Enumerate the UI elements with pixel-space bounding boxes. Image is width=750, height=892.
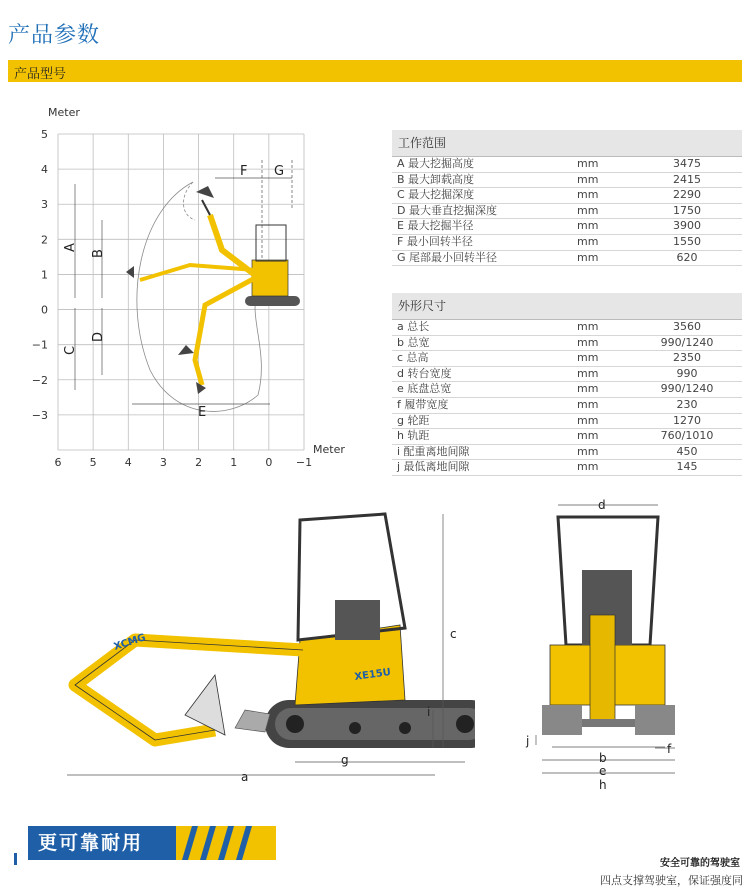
- x-tick-label: −1: [295, 456, 313, 469]
- y-tick-label: 3: [41, 198, 48, 212]
- work-range-label: D 最大垂直挖掘深度: [397, 203, 497, 217]
- working-range-chart: [30, 100, 360, 480]
- feature-text: 四点支撑驾驶室，保证强度同: [600, 874, 743, 887]
- dimension-unit: mm: [577, 351, 599, 365]
- work-range-row: [392, 188, 742, 204]
- dimension-label: e 底盘总宽: [397, 382, 452, 396]
- dimension-unit: mm: [577, 460, 599, 474]
- dimension-label: j 最低离地间隙: [397, 460, 470, 474]
- dimension-unit: mm: [577, 413, 599, 427]
- dimension-unit: mm: [577, 320, 599, 333]
- dimension-unit: mm: [577, 397, 599, 411]
- work-range-value: 2415: [673, 172, 701, 186]
- front-view-drawing: [520, 495, 685, 795]
- side-view-drawing: [55, 500, 475, 800]
- dimension-label: d 转台宽度: [397, 366, 452, 380]
- dim-label-b: B: [91, 249, 106, 258]
- dim-a: a: [241, 770, 249, 784]
- work-range-value: 620: [676, 250, 698, 264]
- work-range-unit: mm: [577, 203, 599, 217]
- work-range-title: 工作范围: [392, 130, 742, 157]
- model-bar-label: 产品型号: [14, 67, 67, 82]
- y-tick-label: −3: [31, 408, 48, 422]
- dimension-row: [392, 414, 742, 430]
- banner-stripes: [176, 826, 276, 860]
- side-view-logo: XCMG: [112, 632, 148, 653]
- dim-b: b: [599, 751, 607, 765]
- work-range-unit: mm: [577, 172, 599, 186]
- work-range-row: [392, 157, 742, 173]
- dimension-unit: mm: [577, 444, 599, 458]
- dimension-label: c 总高: [397, 351, 429, 365]
- work-range-value: 2290: [673, 188, 701, 202]
- work-range-row: [392, 251, 742, 267]
- feature-banner: 更可靠耐用: [28, 826, 186, 860]
- x-tick-label: 2: [195, 456, 203, 469]
- excavator-diagram: [126, 186, 300, 394]
- work-range-value: 1550: [673, 234, 701, 248]
- y-tick-label: 2: [41, 233, 48, 247]
- work-range-label: E 最大挖掘半径: [397, 219, 474, 233]
- work-range-label: B 最大卸载高度: [397, 172, 475, 186]
- dimension-label: g 轮距: [397, 413, 430, 427]
- dimension-row: [392, 367, 742, 383]
- side-view-excavator: [75, 514, 475, 748]
- dimension-value: 990: [676, 366, 698, 380]
- dimension-value: 3560: [673, 320, 701, 333]
- dim-label-c: C: [63, 345, 78, 355]
- dimension-label: b 总宽: [397, 335, 430, 349]
- bucket-arc: [183, 182, 195, 220]
- dimension-unit: mm: [577, 382, 599, 396]
- dimension-value: 2350: [673, 351, 701, 365]
- dim-i: i: [427, 705, 431, 719]
- page-title: 产品参数: [8, 23, 101, 48]
- x-tick-label: 6: [54, 456, 62, 469]
- work-range-row: [392, 235, 742, 251]
- work-range-value: 1750: [673, 203, 701, 217]
- work-range-unit: mm: [577, 234, 599, 248]
- dimension-label: i 配重离地间隙: [397, 444, 470, 458]
- side-view-model: XE15U: [353, 666, 392, 683]
- y-tick-label: 4: [41, 163, 48, 177]
- y-tick-label: −1: [31, 338, 48, 352]
- work-range-row: [392, 173, 742, 189]
- dimension-value: 230: [676, 397, 698, 411]
- x-unit-label: Meter: [313, 443, 345, 456]
- dimension-row: [392, 336, 742, 352]
- dim-g: g: [341, 753, 349, 767]
- dimension-row: [392, 429, 742, 445]
- work-range-label: A 最大挖掘高度: [397, 157, 475, 170]
- x-tick-label: 3: [159, 456, 167, 469]
- feature-title: 安全可靠的驾驶室: [660, 858, 740, 869]
- banner-mark: [14, 853, 17, 865]
- work-range-unit: mm: [577, 250, 599, 264]
- dimensions-table: [392, 293, 742, 476]
- work-range-label: F 最小回转半径: [397, 234, 473, 248]
- dimension-unit: mm: [577, 366, 599, 380]
- y-tick-label: 0: [41, 303, 48, 317]
- dimension-row: [392, 398, 742, 414]
- x-tick-label: 4: [124, 456, 132, 469]
- y-tick-label: 1: [41, 268, 48, 282]
- dimension-row: [392, 460, 742, 476]
- work-range-row: [392, 204, 742, 220]
- work-range-table: [392, 130, 742, 266]
- dim-label-d: D: [91, 331, 106, 342]
- dimension-label: f 履带宽度: [397, 397, 449, 411]
- model-bar: [8, 60, 742, 82]
- x-tick-label: 0: [265, 456, 273, 469]
- x-tick-label: 5: [89, 456, 97, 469]
- dim-c: c: [450, 627, 457, 641]
- work-range-unit: mm: [577, 157, 599, 170]
- dimension-value: 760/1010: [660, 429, 714, 443]
- dimension-value: 990/1240: [660, 382, 714, 396]
- dimension-row: [392, 445, 742, 461]
- x-tick-label: 1: [230, 456, 238, 469]
- dimension-value: 990/1240: [660, 335, 714, 349]
- work-range-label: G 尾部最小回转半径: [397, 250, 498, 264]
- y-tick-label: −2: [31, 373, 48, 387]
- work-range-unit: mm: [577, 188, 599, 202]
- dim-label-a: A: [63, 243, 78, 252]
- dimension-label: a 总长: [397, 320, 430, 333]
- work-range-value: 3900: [673, 219, 701, 233]
- dimension-unit: mm: [577, 429, 599, 443]
- dimension-row: [392, 351, 742, 367]
- dimension-unit: mm: [577, 335, 599, 349]
- dimension-label: h 轨距: [397, 429, 430, 443]
- work-range-unit: mm: [577, 219, 599, 233]
- dimension-value: 1270: [673, 413, 701, 427]
- work-range-value: 3475: [673, 157, 701, 170]
- dim-label-e: E: [198, 405, 207, 420]
- dim-e: e: [599, 764, 607, 778]
- dim-label-g: G: [274, 164, 285, 179]
- dim-j: j: [526, 734, 530, 748]
- dimension-row: [392, 320, 742, 336]
- dimension-value: 450: [676, 444, 698, 458]
- dim-d: d: [598, 498, 606, 512]
- dim-label-f: F: [240, 164, 248, 179]
- work-range-label: C 最大挖掘深度: [397, 188, 475, 202]
- front-view-excavator: [542, 517, 675, 735]
- dim-h: h: [599, 778, 607, 792]
- dim-f: f: [667, 742, 672, 756]
- dimension-row: [392, 382, 742, 398]
- y-tick-label: 5: [41, 128, 48, 141]
- work-range-row: [392, 219, 742, 235]
- y-unit-label: Meter: [48, 106, 80, 119]
- dimension-value: 145: [676, 460, 698, 474]
- dimensions-title: 外形尺寸: [392, 293, 742, 320]
